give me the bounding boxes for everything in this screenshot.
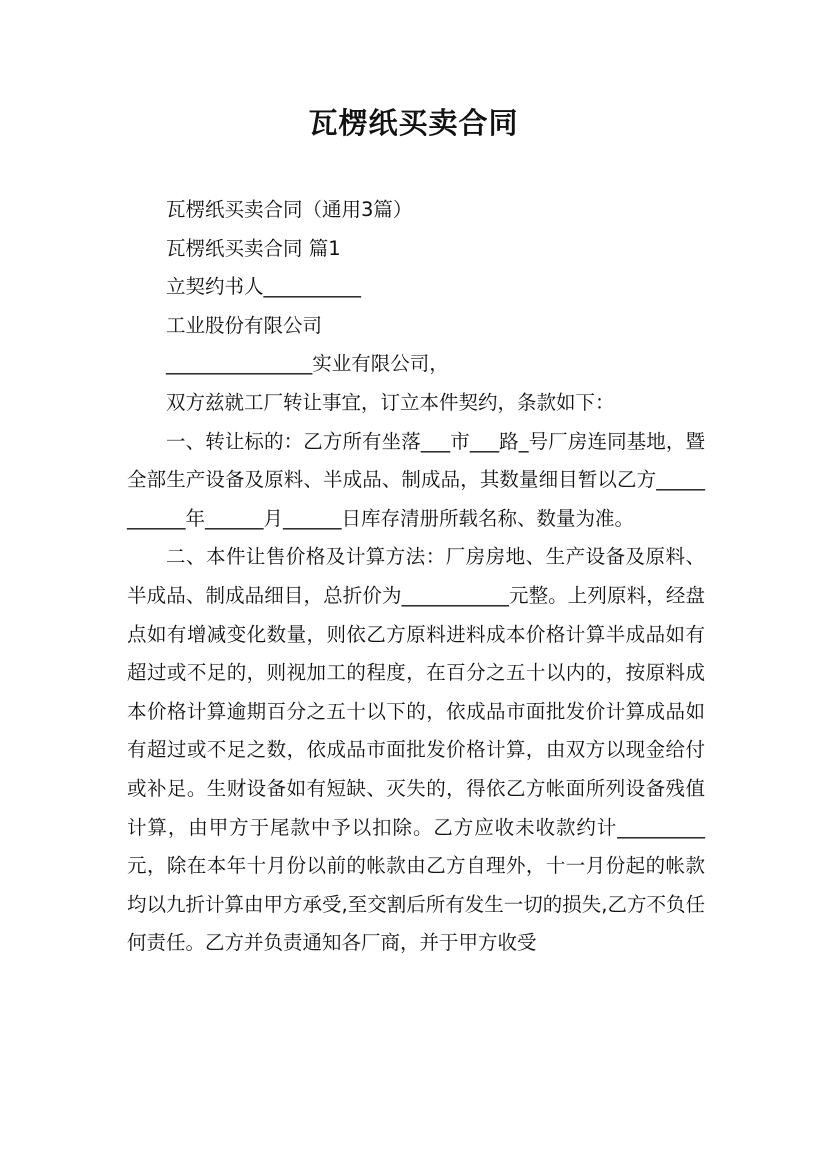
paragraph-preamble: 双方兹就工厂转让事宜，订立本件契约，条款如下： (166, 390, 615, 414)
paragraph-subtitle: 瓦楞纸买卖合同（通用3篇） (166, 198, 413, 221)
paragraph-section-heading: 瓦楞纸买卖合同 篇1 (166, 236, 341, 260)
document-body (127, 191, 705, 963)
paragraph-party-b: _______________实业有限公司， (166, 352, 449, 376)
document-title: 瓦楞纸买卖合同 (308, 106, 519, 140)
paragraph-clause-1: 一、转让标的：乙方所有坐落___市___路_号厂房连同基地，暨全部生产设备及原料、半成品、制成品，其数量细目暂以乙方___________年______月______日库存清册所载名称、数量为准。 (127, 429, 705, 530)
paragraph-party-signatory: 立契约书人__________ (166, 275, 362, 299)
paragraph-clause-2: 二、本件让售价格及计算方法：厂房房地、生产设备及原料、半成品、制成品细目，总折价为___________元整。上列原料，经盘点如有增减变化数量，则依乙方原料进料成本价格计算半成品如有超过或不足的，则视加工的程度，在百分之五十以内的，按原料成本价格计算逾期百分之五十以下的，依成品市面批发价计算成品如有超过或不足之数，依成品市面批发价格计算，由双方以现金给付或补足。生财设备如有短缺、灭失的，得依乙方帐面所列设备残值计算，由甲方于尾款中予以扣除。乙方应收未收款约计_________元，除在本年十月份以前的帐款由乙方自理外，十一月份起的帐款均以九折计算由甲方承受,至交割后所有发生一切的损失,乙方不负任何责任。乙方并负责通知各厂商，并于甲方收受 (127, 545, 705, 955)
paragraph-party-a: 工业股份有限公司 (166, 313, 323, 337)
